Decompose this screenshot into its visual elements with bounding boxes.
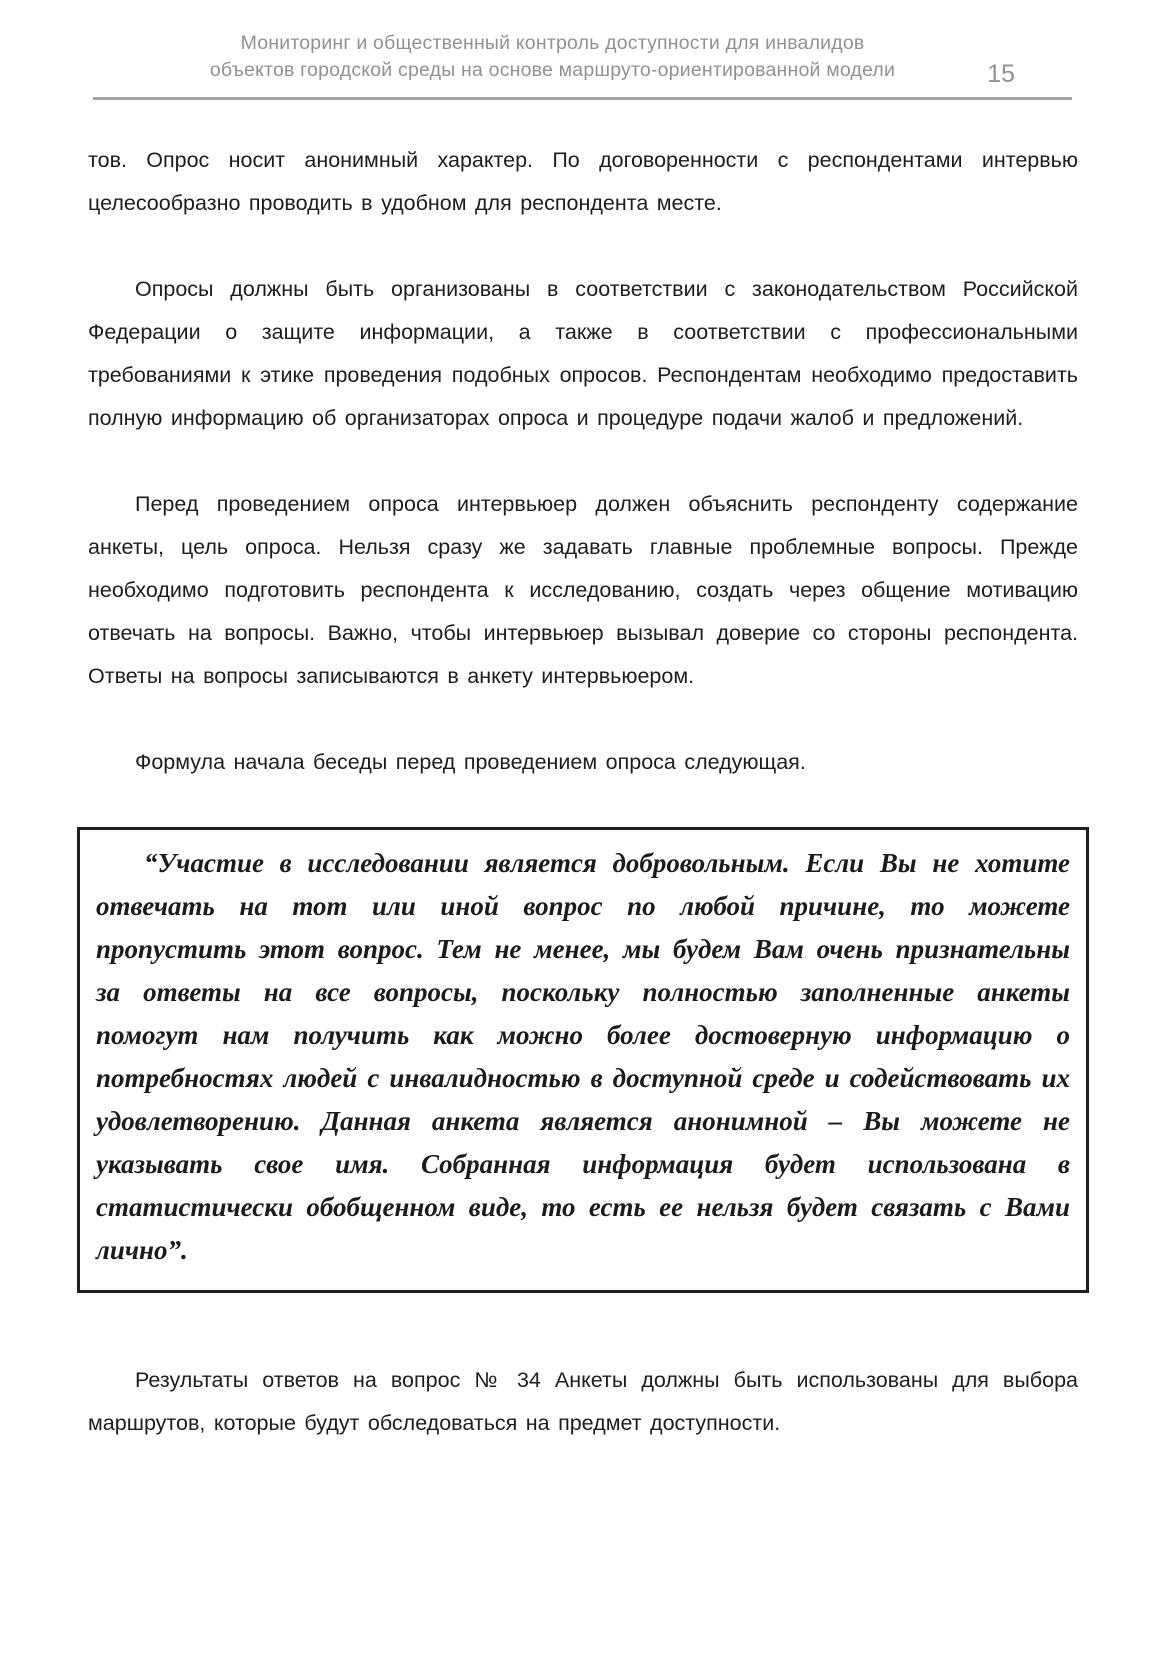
running-title [93,30,1072,84]
body-paragraph: Перед проведением опроса интервьюер должен объяснить респонденту содержание анкеты, цель опроса. Нельзя сразу же задавать главные проблемные вопросы. Прежде необходимо подготовить респондента к исследованию, создать через общение мотивацию отвечать на вопросы. Важно, чтобы интервьюер вызывал доверие со стороны респондента. Ответы на вопросы записываются в анкету интервьюером. [88,492,1078,688]
page-content [88,139,1078,1445]
interview-script-quote-box [77,827,1089,1293]
interview-script-quote-text: “Участие в исследовании является добровольным. Если Вы не хотите отвечать на тот или иной вопрос по любой причине, то можете пропустить этот вопрос. Тем не менее, мы будем Вам очень признательны за ответы на все вопросы, поскольку полностью заполненные анкеты помогут нам получить как можно более достоверную информацию о потребностях людей с инвалидностью в доступной среде и содействовать их удовлетворению. Данная анкета является анонимной – Вы можете не указывать свое имя. Собранная информация будет использована в статистически обобщенном виде, то есть ее нельзя будет связать с Вами лично”. [96,848,1070,1265]
closing-paragraph: Результаты ответов на вопрос № 34 Анкеты должны быть использованы для выбора маршрутов, которые будут обследоваться на предмет доступности. [88,1368,1078,1435]
body-paragraph: Опросы должны быть организованы в соответствии с законодательством Российской Федерации о защите информации, а также в соответствии с профессиональными требованиями к этике проведения подобных опросов. Респондентам необходимо предоставить полную информацию об организаторах опроса и процедуре подачи жалоб и предложений. [88,277,1078,430]
running-title-line-1: Мониторинг и общественный контроль доступности для инвалидов [240,32,865,54]
formula-intro-paragraph: Формула начала беседы перед проведением опроса следующая. [135,750,806,774]
body-paragraph: тов. Опрос носит анонимный характер. По договоренности с респондентами интервью целесообразно проводить в удобном для респондента месте. [88,148,1078,215]
running-title-line-2: объектов городской среды на основе маршруто-ориентированной модели [209,59,896,81]
header-divider [93,97,1072,100]
page-number: 15 [987,60,1015,88]
page-header [93,0,1072,84]
